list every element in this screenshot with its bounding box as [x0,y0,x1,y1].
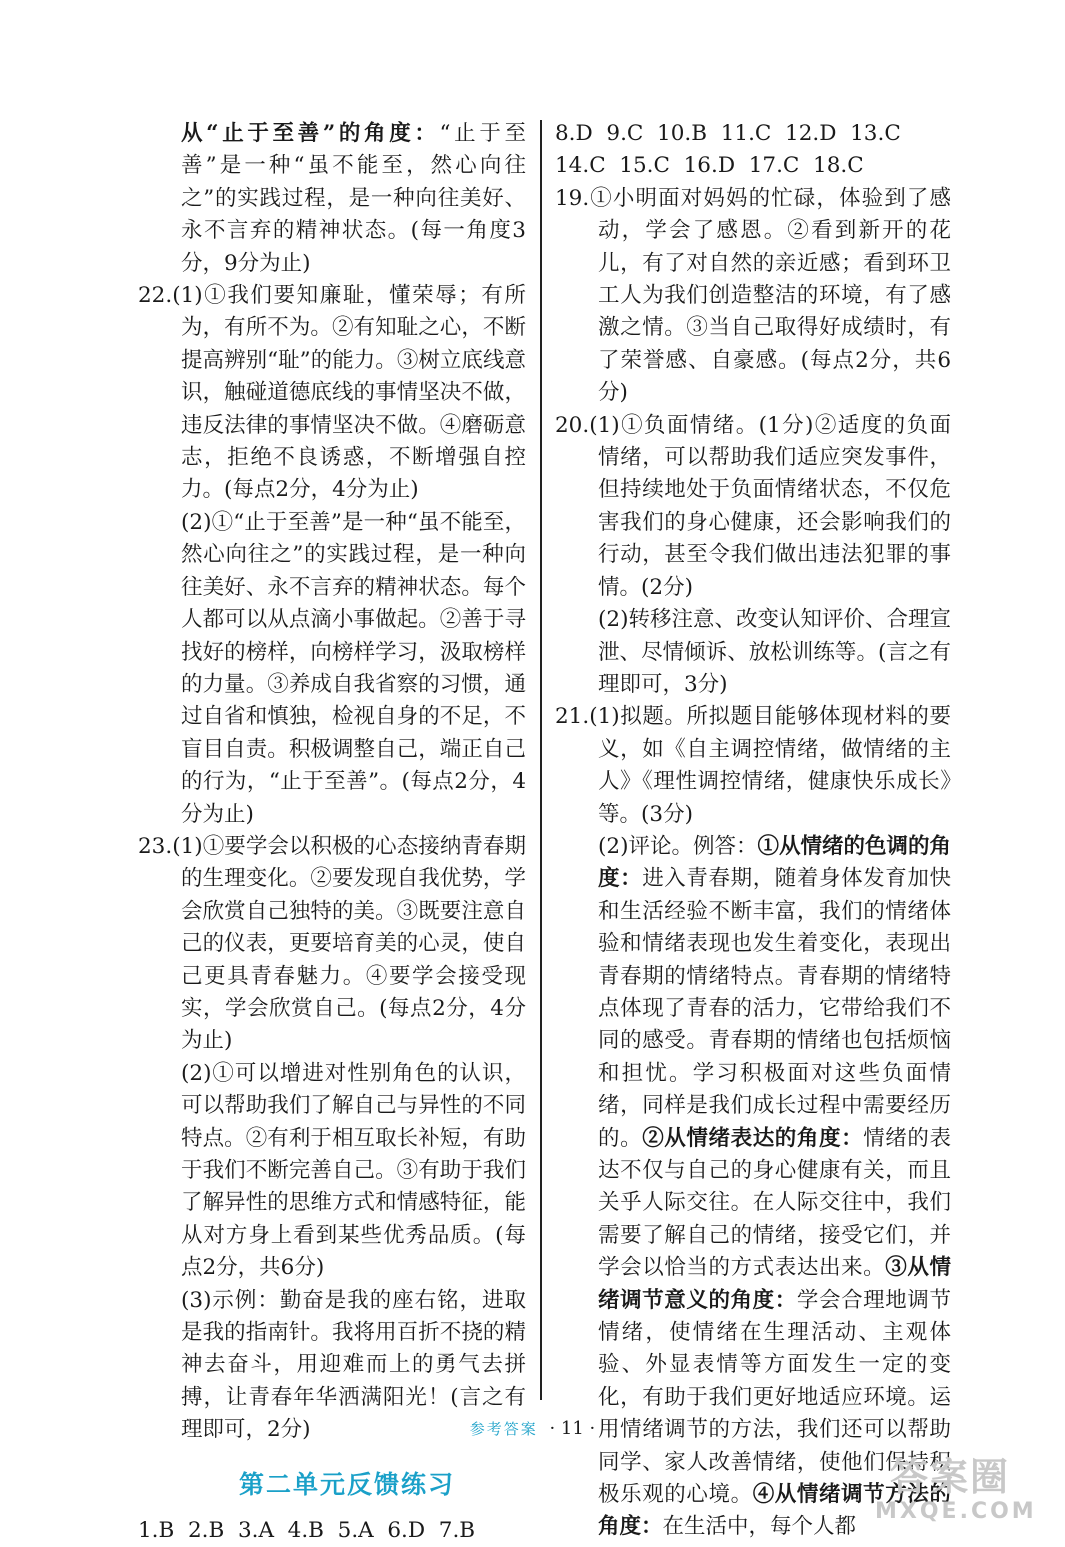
answer-22-part2: (2)①“止于至善”是一种“虽不能至，然心向往之”的实践过程，是一种向往美好、永不言弃的精神状态。每个人都可以从点滴小事做起。②善于寻找好的榜样，向榜样学习，汲取榜样的力量。③养成自我省察的习惯，通过自省和慎独，检视自身的不足，不盲目自责。积极调整自己，端正自己的行为，“止于至善”。(每点2分，4分为止) [181,509,526,827]
bold-heading: ④从情绪调节方法的角度： [598,1482,951,1540]
answer-21-continued [138,118,526,280]
answer-23-part3: (3)示例：勤奋是我的座右铭，进取是我的指南针。我将用百折不挠的精神去奋斗，用迎难而上的勇气去拼搏，让青春年华洒满阳光！(言之有理即可，2分) [181,1287,526,1443]
watermark-text: 答案圈 [889,1455,1010,1499]
column-divider [540,120,542,1400]
answer-20-part1: 20.(1)①负面情绪。(1分)②适度的负面情绪，可以帮助我们适应突发事件，但持续地处于负面情绪状态，不仅危害我们的身心健康，还会影响我们的行动，甚至令我们做出违法犯罪的事情。(2分) [555,412,951,600]
left-column [138,118,526,1547]
bold-heading: ①从情绪的色调的角度： [598,833,951,892]
bold-heading: ③从情绪调节意义的角度： [598,1255,951,1313]
unit-title: 第二单元反馈练习 [238,1469,455,1499]
multiple-choice-answers-2: 8.D 9.C 10.B 11.C 12.D 13.C [555,121,901,146]
answer-text: 学会合理地调节情绪，使情绪在生理活动、主观体验、外显表情等方面发生一定的变化，有助于我们更好地适应环境。运用情绪调节的方法，我们还可以帮助同学、家人改善情绪，使他们保持积极乐观的心境。 [598,1287,951,1508]
answer-21-part1: 21.(1)拟题。所拟题目能够体现材料的要义，如《自主调控情绪，做情绪的主人》《理性调控情绪，健康快乐成长》等。(3分) [555,704,951,827]
answer-23-part1: 23.(1)①要学会以积极的心态接纳青春期的生理变化。②要发现自我优势，学会欣赏自己独特的美。③既要注意自己的仪表，更要培育美的心灵，使自己更具青春魅力。④要学会接受现实，学会欣赏自己。(每点2分，4分为止) [138,833,526,1054]
page-footer [0,1418,1065,1439]
answer-19: 19.①小明面对妈妈的忙碌，体验到了感动，学会了感恩。②看到新开的花儿，有了对自然的亲近感；看到环卫工人为我们创造整洁的环境，有了感激之情。③当自己取得好成绩时，有了荣誉感、自豪感。(每点2分，共6分) [555,185,951,406]
answer-text: (2)评论。例答： [598,833,758,859]
answer-20-part2: (2)转移注意、改变认知评价、合理宣泄、尽情倾诉、放松训练等。(言之有理即可，3分) [598,607,951,697]
answer-23-part2: (2)①可以增进对性别角色的认识，可以帮助我们了解自己与异性的不同特点。②有利于相互取长补短，有助于我们不断完善自己。③有助于我们了解异性的思维方式和情感特征，能从对方身上看到某些优秀品质。(每点2分，共6分) [181,1060,526,1281]
answer-22-part1: 22.(1)①我们要知廉耻，懂荣辱；有所为，有所不为。②有知耻之心，不断提高辨别“耻”的能力。③树立底线意识，触碰道德底线的事情坚决不做，违反法律的事情坚决不做。④磨砺意志，拒绝不良诱惑，不断增强自控力。(每点2分，4分为止) [138,283,526,503]
watermark-url: MXQE.COM [875,1499,1037,1524]
watermark-logo [875,1455,1037,1530]
answer-text: 在生活中，每个人都 [662,1514,857,1540]
bold-heading: ②从情绪表达的角度： [642,1125,864,1151]
footer-label: 参考答案 [469,1420,538,1438]
page-number: · 11 · [549,1418,596,1439]
right-column [555,118,951,1544]
multiple-choice-answers-3: 14.C 15.C 16.D 17.C 18.C [555,153,864,179]
answer-text: “止于至善”是一种“虽不能至，然心向往之”的实践过程，是一种向往美好、永不言弃的精神状态。(每一角度3分，9分为止) [181,121,526,276]
answer-text: 情绪的表达不仅与自己的身心健康有关，而且关乎人际交往。在人际交往中，我们需要了解自己的情绪，接受它们，并学会以恰当的方式表达出来。 [598,1125,951,1281]
bold-heading: 从“止于至善”的角度： [181,121,440,146]
answer-text: 进入青春期，随着身体发育加快和生活经验不断丰富，我们的情绪体验和情绪表现也发生着变化，表现出青春期的情绪特点。青春期的情绪特点体现了青春的活力，它带给我们不同的感受。青春期的情绪也包括烦恼和担忧。学习积极面对这些负面情绪，同样是我们成长过程中需要经历的。 [598,866,951,1151]
multiple-choice-answers-1: 1.B 2.B 3.A 4.B 5.A 6.D 7.B [138,1518,476,1544]
